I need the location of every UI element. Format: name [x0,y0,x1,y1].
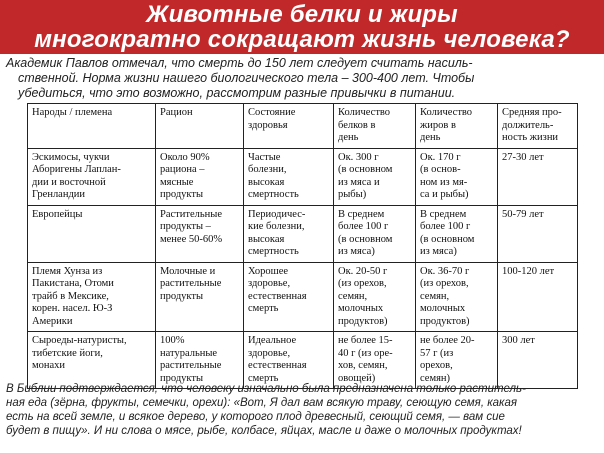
cell-text: (в основном [420,233,475,245]
cell-text: 57 г (из [420,347,454,359]
cell-text: 100% [160,335,185,346]
table-row [28,262,578,332]
table-cell [28,205,156,262]
intro-paragraph [6,56,602,101]
cell-text: растительные [160,278,222,289]
table-cell [334,262,416,332]
cell-text: продукты – [160,221,211,232]
table-cell [244,332,334,389]
table-cell [498,332,578,389]
header-text: Народы / племена [32,107,113,118]
cell-text: мясные [160,176,194,188]
title-line-2: многократно сокращают жизнь человека? [34,26,570,53]
cell-text: Хорошее [248,265,289,277]
cell-text: здоровье, [248,278,291,289]
cell-text: монахи [32,360,66,371]
table-header-cell [28,104,156,149]
cell-text: Сыроеды-натуристы, [32,335,127,346]
cell-text: более 100 г [338,221,389,232]
table-cell [334,148,416,205]
cell-text: ном из мя- [420,176,468,188]
table-cell [156,205,244,262]
table-row [28,205,578,262]
cell-text: Пакистана, Отоми [32,278,114,289]
cell-text: молочных [420,303,466,314]
header-text: здоровья [248,119,288,131]
cell-text: естественная [248,290,307,302]
intro-line-3: убедиться, что это возможно, рассмотрим разные привычки в питании. [18,86,456,100]
cell-text: 50-79 лет [502,208,544,220]
title-banner [0,0,604,54]
cell-text: 300 лет [502,335,535,346]
table-cell [416,148,498,205]
table-cell [498,148,578,205]
cell-text: Ок. 36-70 г [420,265,470,277]
header-text: Рацион [160,107,193,118]
cell-text: кие болезни, [248,221,305,232]
cell-text: са и рыбы) [420,189,469,200]
cell-text: продукты [160,372,204,384]
cell-text: Эскимосы, чукчи [32,151,110,163]
cell-text: высокая [248,233,285,245]
cell-text: Молочные и [160,265,216,277]
table-cell [334,332,416,389]
cell-text: из мяса) [420,246,457,257]
cell-text: из мяса и [338,176,380,188]
table-header-row [28,104,578,149]
cell-text: Ок. 170 г [420,151,461,163]
cell-text: Растительные [160,208,222,220]
cell-text: Гренландии [32,189,86,200]
cell-text: 100-120 лет [502,265,555,277]
table-cell [416,262,498,332]
table-header-cell [244,104,334,149]
cell-text: Периодичес- [248,208,306,220]
table-header-cell [334,104,416,149]
intro-line-2: ственной. Норма жизни нашего биологического тела – 300-400 лет. Чтобы [18,71,475,85]
cell-text: растительные [160,360,222,371]
cell-text: (в основ- [420,164,461,175]
cell-text: Идеальное [248,335,297,346]
cell-text: Частые [248,151,281,163]
cell-text: не более 15- [338,335,393,346]
header-text: должитель- [502,119,554,131]
table-cell [28,148,156,205]
intro-line-1: Академик Павлов отмечал, что смерть до 150 лет следует считать насиль- [6,56,473,70]
table-cell [244,205,334,262]
table-header-cell [156,104,244,149]
footer-line-3: есть на всей земле, и всякое дерево, у которого плод древесный, сеющий семя, — вам сие [6,411,505,423]
table-cell [498,262,578,332]
cell-text: продукты [160,189,204,200]
cell-text: молочных [338,303,384,314]
table-cell [156,148,244,205]
cell-text: Ок. 300 г [338,151,379,163]
cell-text: В среднем [338,208,385,220]
cell-text: болезни, [248,164,287,175]
table-cell [416,205,498,262]
cell-text: (в основном [338,164,393,175]
header-text: ность жизни [502,132,559,143]
cell-text: Америки [32,315,73,327]
cell-text: 40 г (из оре- [338,347,393,359]
table-cell [28,332,156,389]
header-text: Количество [420,107,473,118]
cell-text: смертность [248,189,299,200]
cell-text: трайб в Мексике, [32,290,109,302]
cell-text: более 100 г [420,221,471,232]
cell-text: Аборигены Лаплан- [32,164,121,175]
footer-line-2: ная еда (зёрна, фрукты, семечки, орехи): «Вот, Я дал вам всякую траву, сеющую семя, какая [6,397,518,409]
table-cell [28,262,156,332]
cell-text: дии и восточной [32,176,106,188]
table-cell [334,205,416,262]
cell-text: продуктов) [420,315,470,327]
table-header-cell [498,104,578,149]
cell-text: Племя Хунза из [32,265,103,277]
cell-text: овощей) [338,372,376,384]
table-cell [156,332,244,389]
cell-text: семян) [420,372,451,384]
cell-text: хов, семян, [338,360,388,371]
cell-text: корен. насел. Ю-З [32,303,113,314]
nutrition-table [27,103,578,389]
cell-text: продуктов) [338,315,388,327]
cell-text: из мяса) [338,246,375,257]
cell-text: тибетские йоги, [32,347,103,359]
header-text: жиров в [420,119,456,131]
table-cell [244,148,334,205]
cell-text: орехов, [420,360,453,371]
cell-text: (из орехов, [338,278,387,289]
table-header-cell [416,104,498,149]
table-cell [498,205,578,262]
cell-text: смерть [248,303,279,314]
cell-text: смерть [248,372,279,384]
cell-text: рациона – [160,164,205,175]
cell-text: семян, [338,290,368,302]
table-cell [156,262,244,332]
cell-text: (из орехов, [420,278,469,289]
header-text: Средняя про- [502,107,562,118]
cell-text: смертность [248,246,299,257]
cell-text: не более 20- [420,335,475,346]
header-text: день [420,132,441,143]
header-text: Количество [338,107,391,118]
cell-text: Ок. 20-50 г [338,265,388,277]
table-row [28,332,578,389]
table-row [28,148,578,205]
title-line-1: Животные белки и жиры [146,1,458,28]
cell-text: (в основном [338,233,393,245]
cell-text: Около 90% [160,151,210,163]
cell-text: естественная [248,360,307,371]
cell-text: Европейцы [32,208,83,220]
header-text: Состояние [248,107,296,118]
footer-paragraph [6,382,602,438]
cell-text: натуральные [160,347,218,359]
table-cell [244,262,334,332]
cell-text: продукты [160,290,204,302]
cell-text: менее 50-60% [160,233,223,245]
cell-text: В среднем [420,208,467,220]
header-text: день [338,132,359,143]
table-cell [416,332,498,389]
footer-line-1: В Библии подтверждается, что человеку изначально была предназначена только раститель- [6,383,526,395]
cell-text: 27-30 лет [502,151,544,163]
header-text: белков в [338,119,376,131]
footer-line-4: будет в пищу». И ни слова о мясе, рыбе, колбасе, яйцах, масле и даже о молочных продуктах! [6,425,522,437]
cell-text: высокая [248,176,285,188]
cell-text: рыбы) [338,189,367,200]
cell-text: семян, [420,290,450,302]
cell-text: здоровье, [248,347,291,359]
